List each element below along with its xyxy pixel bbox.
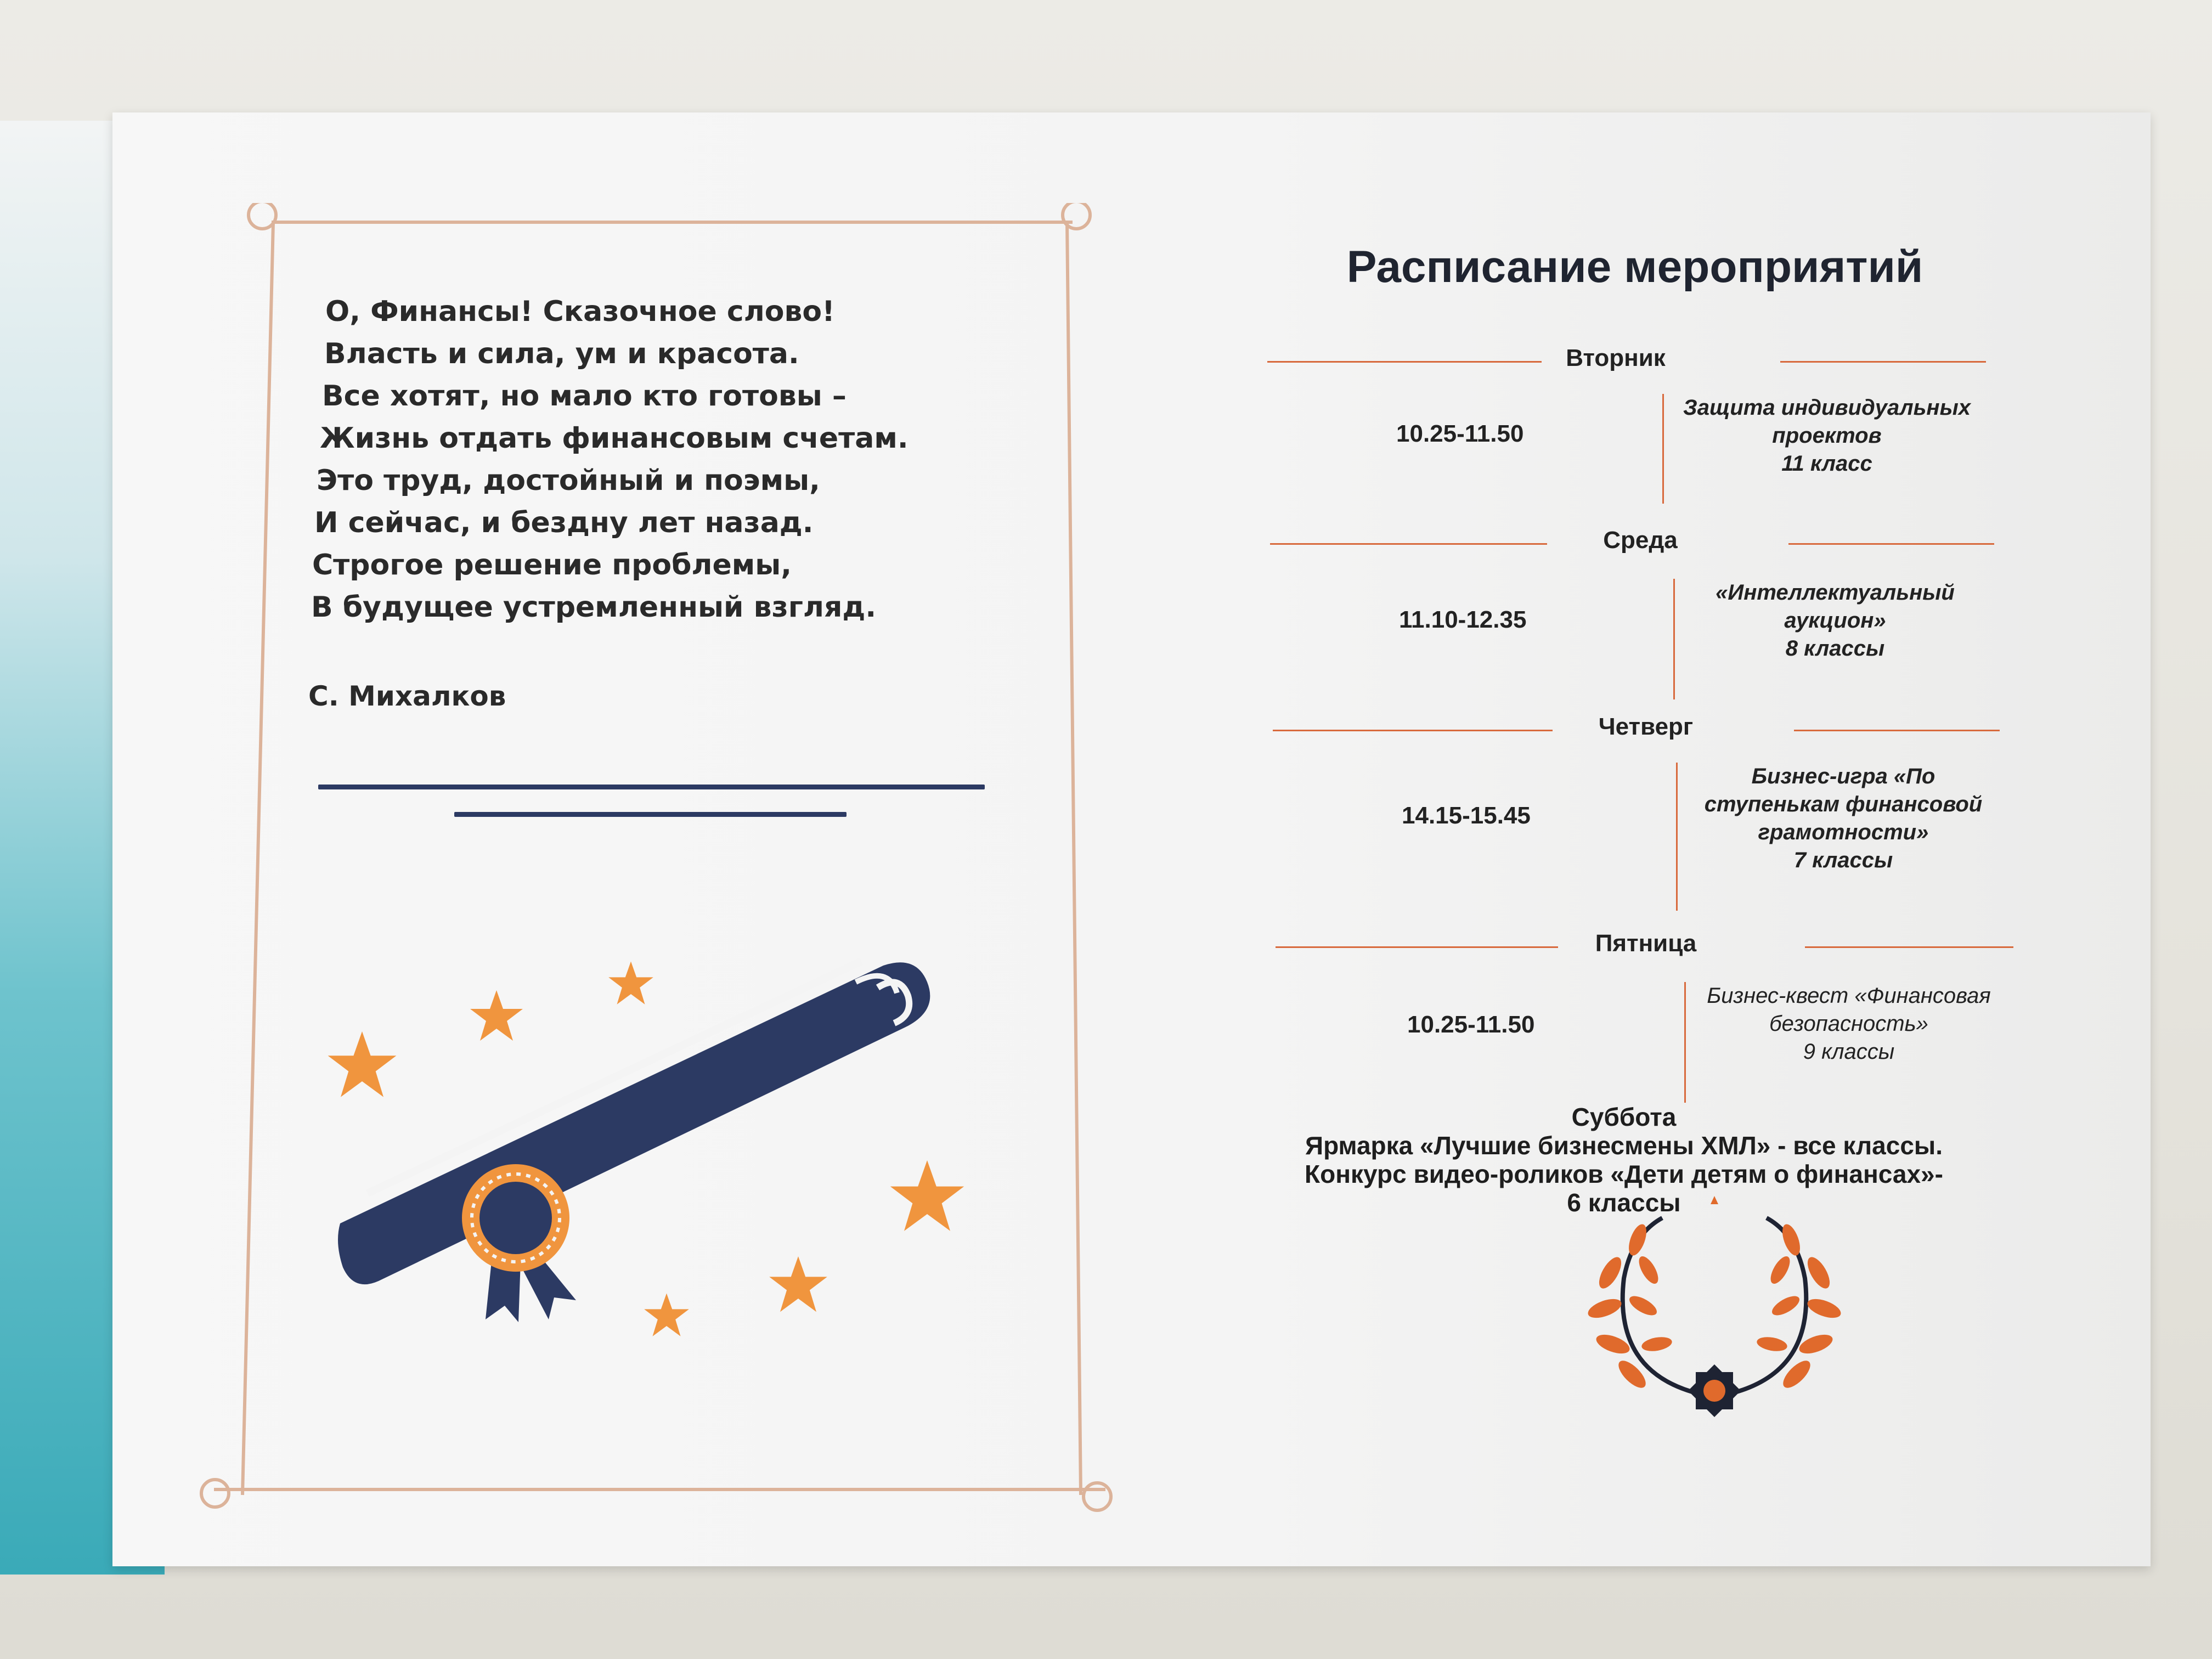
- star-icon: [769, 1256, 827, 1312]
- time-range: 10.25-11.50: [1396, 420, 1524, 447]
- day-name: Вторник: [1566, 345, 1666, 371]
- event-description: [1662, 394, 1991, 478]
- poem-line: О, Финансы! Сказочное слово!: [325, 295, 835, 328]
- divider-line: [1676, 763, 1678, 911]
- event-line: аукцион»: [1784, 608, 1886, 633]
- divider-line: [454, 812, 847, 817]
- poem-author: С. Михалков: [308, 680, 506, 712]
- event-line: Защита индивидуальных: [1683, 396, 1971, 420]
- poem-line: В будущее устремленный взгляд.: [311, 591, 877, 624]
- saturday-line: 6 классы: [1567, 1188, 1681, 1217]
- event-line: Бизнес-игра «По: [1751, 764, 1936, 788]
- diploma-scroll-icon: [338, 961, 930, 1284]
- day-name: Суббота: [1571, 1103, 1677, 1131]
- divider-line: [318, 785, 985, 789]
- day-name: Пятница: [1595, 930, 1697, 957]
- event-line: «Интеллектуальный: [1716, 580, 1955, 605]
- schedule-day-tuesday: [1267, 345, 2013, 509]
- schedule-day-wednesday: [1267, 527, 2013, 702]
- saturday-line: Конкурс видео-роликов «Дети детям о финансах»-: [1305, 1160, 1943, 1188]
- event-line: 7 классы: [1793, 848, 1893, 872]
- poem-line: И сейчас, и бездну лет назад.: [314, 506, 814, 539]
- event-line: 8 классы: [1785, 636, 1885, 661]
- rosette-icon: [1688, 1364, 1741, 1417]
- poem: [311, 291, 1029, 629]
- poem-line: Власть и сила, ум и красота.: [324, 337, 799, 370]
- time-range: 14.15-15.45: [1402, 802, 1531, 829]
- star-icon: [608, 962, 653, 1005]
- saturday-line: Ярмарка «Лучшие бизнесмены ХМЛ» - все классы.: [1305, 1131, 1943, 1160]
- poem-line: Это труд, достойный и поэмы,: [317, 464, 820, 497]
- star-icon: [644, 1294, 689, 1336]
- time-range: 10.25-11.50: [1407, 1011, 1535, 1038]
- event-line: проектов: [1772, 424, 1882, 448]
- event-line: грамотности»: [1758, 820, 1929, 844]
- event-line: безопасность»: [1769, 1012, 1928, 1036]
- schedule-day-thursday: [1267, 713, 2013, 922]
- schedule-day-friday: [1267, 930, 2013, 1105]
- event-description: [1679, 763, 2008, 874]
- poem-line: Строгое решение проблемы,: [312, 549, 792, 582]
- schedule-title: Расписание мероприятий: [1346, 242, 1923, 292]
- star-icon: [470, 990, 523, 1041]
- laurel-wreath-icon: [1580, 1196, 1849, 1426]
- time-range: 11.10-12.35: [1399, 606, 1527, 633]
- day-name: Среда: [1603, 527, 1678, 554]
- rosette-icon: [462, 1164, 576, 1322]
- event-line: Бизнес-квест «Финансовая: [1707, 984, 1991, 1008]
- poem-line: Все хотят, но мало кто готовы –: [322, 380, 847, 413]
- event-description: [1671, 579, 2000, 663]
- star-icon: [328, 1031, 397, 1097]
- star-icon: [890, 1160, 964, 1231]
- event-line: ступенькам финансовой: [1704, 792, 1983, 816]
- event-line: 11 класс: [1781, 452, 1872, 476]
- event-line: 9 классы: [1803, 1040, 1895, 1064]
- event-description: [1684, 982, 2013, 1066]
- day-name: Четверг: [1598, 713, 1694, 740]
- diploma-illustration: [307, 944, 1020, 1355]
- poem-line: Жизнь отдать финансовым счетам.: [320, 422, 909, 455]
